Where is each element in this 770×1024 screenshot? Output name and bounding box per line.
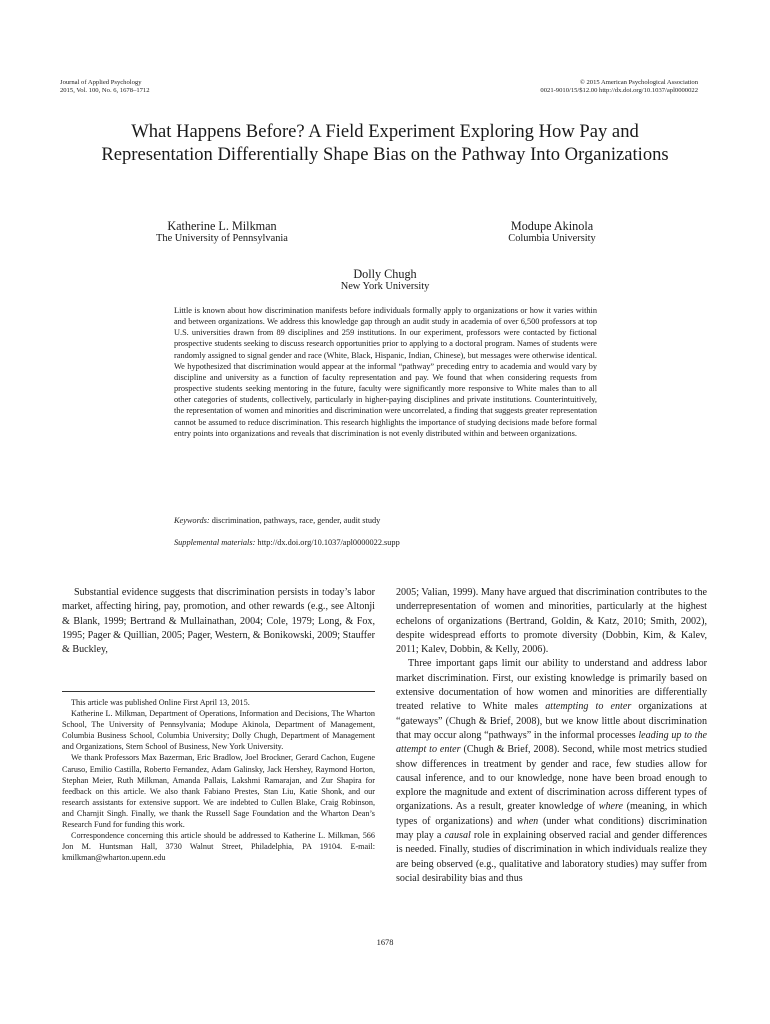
body-paragraph: 2005; Valian, 1999). Many have argued that discrimination contributes to the underrepresentation of women and minorities, particularly at the highest echelons of organizations (Bertrand, Goldin, & Katz, 2010; Smith, 2002), despite widespread efforts to promote diversity (Dobbin, Kim, & Kalev, 2011; Kalev, Dobbin, & Kelly, 2006).	[396, 587, 707, 656]
footnote-online-date: This article was published Online First April 13, 2015.	[71, 698, 250, 707]
supplemental-link[interactable]: http://dx.doi.org/10.1037/apl0000022.supp	[255, 538, 400, 547]
author-affiliation: New York University	[340, 281, 430, 292]
footnote-correspondence: Correspondence concerning this article should be addressed to Katherine L. Milkman, 566 Jon M. Huntsman Hall, 3730 Walnut Street, Philadelphia, PA 19104. E-mail: kmilkman@wharton.upenn.edu	[62, 831, 375, 863]
footnote-affiliations: Katherine L. Milkman, Department of Operations, Information and Decisions, The Wharton School, The University of Pennsylvania; Modupe Akinola, Department of Management, Columbia Business School, Columbia University; Dolly Chugh, Department of Management and Organizations, Stern School of Business, New York University.	[62, 709, 375, 752]
author-block-3	[305, 267, 465, 293]
author-name: Dolly Chugh	[353, 267, 417, 281]
emphasis: causal	[444, 830, 471, 842]
copyright-line: © 2015 American Psychological Association	[579, 79, 698, 86]
page-number: 1678	[376, 938, 394, 947]
supplemental-materials	[174, 537, 597, 548]
emphasis: attempting to enter	[545, 701, 632, 713]
abstract: Little is known about how discrimination manifests before individuals formally apply to organizations or how it varies within and between organizations. We address this knowledge gap through an audit study in academia of over 6,500 professors at top U.S. universities drawn from 89 disciplines and 259 institutions. In our experiment, professors were contacted by fictional prospective students seeking to discuss research opportunities prior to applying to a doctoral program. Names of students were randomly assigned to signal gender and race (White, Black, Hispanic, Indian, Chinese), but messages were otherwise identical. We hypothesized that discrimination would appear at the informal “pathway” preceding entry to academia and would vary by discipline and university as a function of faculty representation and pay. We found that when considering requests from prospective students seeking mentoring in the future, faculty were significantly more responsive to White males than to all other categories of students, collectively, particularly in higher-paying disciplines and private institutions. Counterintuitively, the representation of women and minorities and discrimination were uncorrelated, a finding that suggests greater representation cannot be assumed to reduce discrimination. This research highlights the importance of studying decisions made before formal entry points into organizations and reveals that discrimination is not evenly distributed within and between organizations.	[174, 306, 597, 438]
body-column-right	[396, 586, 707, 886]
author-name: Katherine L. Milkman	[167, 219, 277, 233]
footnotes	[62, 697, 375, 863]
keywords-label: Keywords:	[174, 516, 210, 525]
text-run: role in explaining observed racial and gender differences is needed. Finally, studies of discrimination in which individuals realize they are being observed (e.g., qualitative and laboratory studies) may suffer from social desirability bias and thus	[396, 830, 707, 884]
text-run: organizations at “gateways” (Chugh & Brief, 2008), but we know little about discrimination that may occur along “pathways” in the informal processes	[396, 701, 708, 741]
body-paragraph	[396, 657, 707, 886]
author-name: Modupe Akinola	[510, 219, 594, 233]
text-run: (under what conditions) discrimination may play a	[396, 815, 707, 842]
author-affiliation: The University of Pennsylvania	[156, 233, 288, 244]
author-block-1	[142, 219, 302, 245]
issn-doi-line: 0021-9010/15/$12.00 http://dx.doi.org/10.1037/apl0000022	[540, 87, 698, 95]
emphasis: where	[598, 801, 624, 813]
body-column-left	[62, 586, 375, 657]
keywords	[174, 515, 597, 526]
body-paragraph: Substantial evidence suggests that discrimination persists in today’s labor market, affecting hiring, pay, promotion, and other rewards (e.g., see Altonji & Blank, 1999; Bertrand & Mullainathan, 2004; Cole, 1979; Long, & Fox, 1995; Pager & Quillian, 2005; Pager, Western, & Bonikowski, 2009; Stauffer & Buckley,	[62, 587, 375, 656]
supplemental-label: Supplemental materials:	[174, 538, 256, 547]
text-run: (meaning, in which types of organizations) and	[396, 801, 707, 827]
journal-header-right	[540, 79, 698, 96]
keywords-text: discrimination, pathways, race, gender, audit study	[209, 516, 381, 525]
footnote-acknowledgments: We thank Professors Max Bazerman, Eric Bradlow, Joel Brockner, Gerard Cachon, Eugene Caruso, Emilio Castilla, Roberto Fernandez, Adam Galinsky, Jack Hershey, Raymond Horton, Stephan Meier, Ruth Milkman, Amanda Pallais, Lakshmi Ramarajan, and Zur Shapira for feedback on this article. We also thank Fabiano Prestes, Stan Liu, Katie Shonk, and our research assistants for extensive support. We are indebted to Cullen Blake, Craig Robinson, and Charnjit Singh. Finally, we thank the Russell Sage Foundation and the Wharton Dean’s Research Fund for funding this work.	[62, 753, 375, 830]
emphasis: leading up to the attempt to enter	[396, 729, 707, 756]
text-run: (Chugh & Brief, 2008). Second, while most metrics studied show differences in treatment by gender and race, few studies allow for causal inference, and to our knowledge, none have been broad enough to explore the magnitude and extent of discrimination across different types of organizations. As a result, greater knowledge of	[396, 744, 707, 813]
footnote-divider	[62, 691, 375, 692]
author-block-2	[462, 219, 642, 245]
text-run: Three important gaps limit our ability to understand and address labor market discrimination. First, our existing knowledge is primarily based on extensive documentation of how women and minorities are differentially treated relative to White males	[396, 658, 707, 713]
journal-volume: 2015, Vol. 100, No. 6, 1678–1712	[60, 87, 150, 95]
article-title: What Happens Before? A Field Experiment Exploring How Pay and Representation Differentially Shape Bias on the Pathway Into Organizations	[101, 121, 669, 165]
journal-header-left	[60, 79, 150, 96]
emphasis: when	[516, 815, 539, 827]
author-affiliation: Columbia University	[508, 233, 596, 244]
journal-name: Journal of Applied Psychology	[60, 79, 142, 86]
